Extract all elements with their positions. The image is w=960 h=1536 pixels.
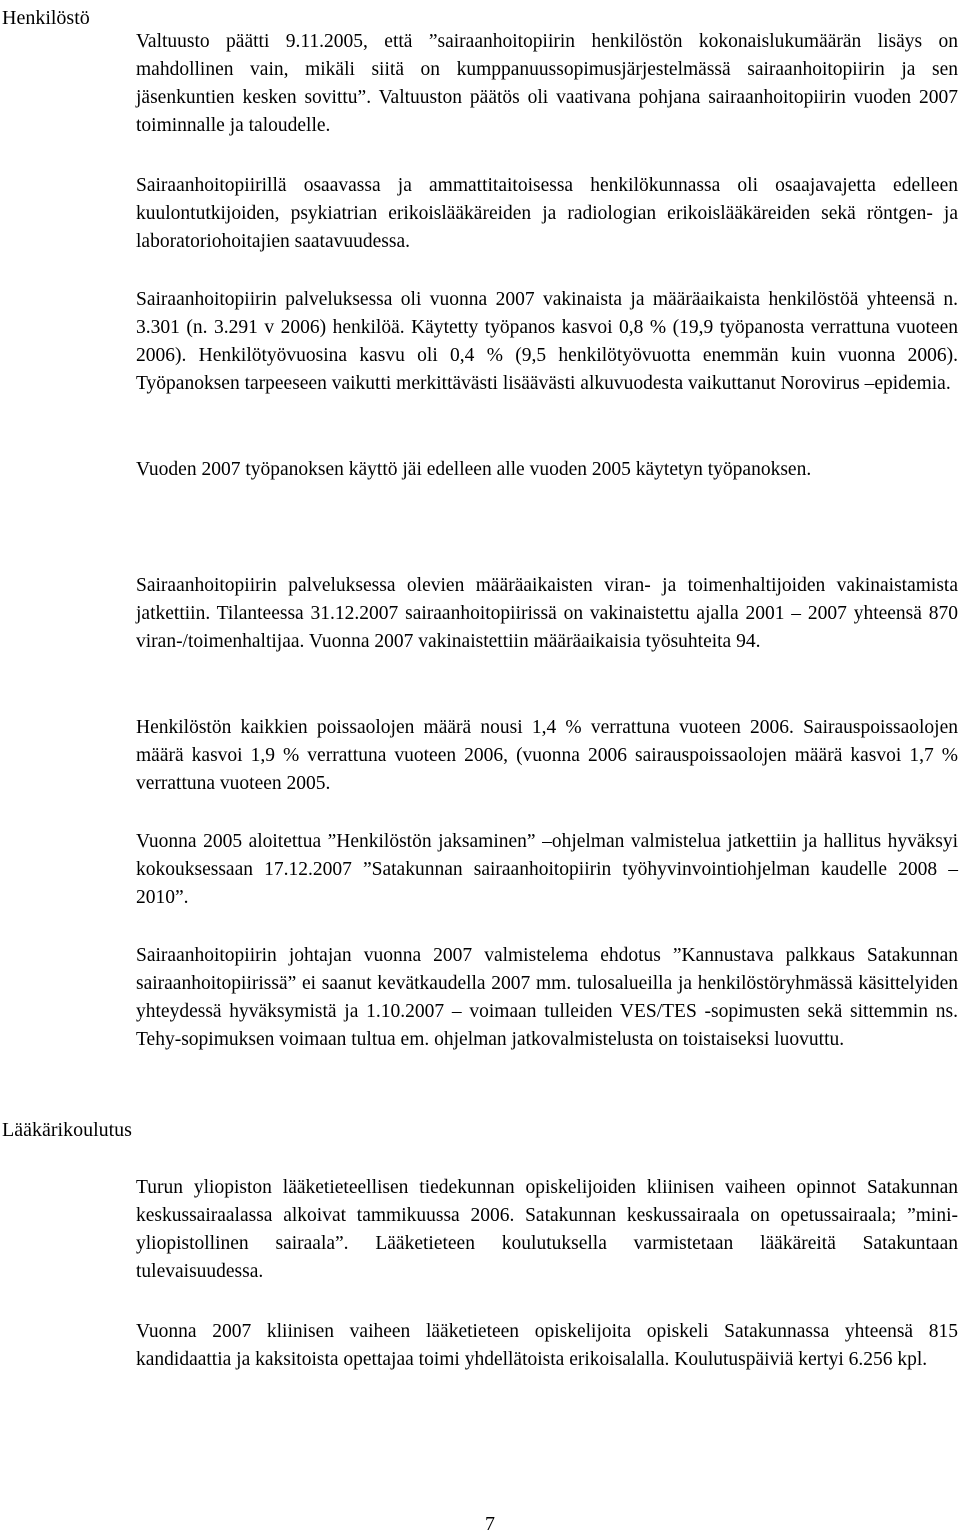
- paragraph-kliiniset-opinnot: Turun yliopiston lääketieteellisen tiedekunnan opiskelijoiden kliinisen vaiheen opinnot Satakunnan keskussairaalassa alkoivat tammikuussa 2006. Satakunnan keskussairaala on opetussairaala; ”mini-yliopistollinen sairaala”. Lääketieteen koulutuksella varmistetaan lääkäreitä Satakuntaan tulevaisuudessa.: [136, 1177, 958, 1282]
- paragraph-opiskelijat: Vuonna 2007 kliinisen vaiheen lääketieteen opiskelijoita opiskeli Satakunnassa yhteensä 815 kandidaattia ja kaksitoista opettajaa toimi yhdellätoista erikoisalalla. Koulutuspäiviä kertyi 6.256 kpl.: [136, 1321, 958, 1370]
- paragraph-henkilostomaara: Sairaanhoitopiirin palveluksessa oli vuonna 2007 vakinaista ja määräaikaista henkilöstöä yhteensä n. 3.301 (n. 3.291 v 2006) henkilöä. Käytetty työpanos kasvoi 0,8 % (19,9 työpanosta verrattuna vuoteen 2006). Henkilötyövuosina kasvu oli 0,4 % (9,5 henkilötyövuotta enemmän kuin vuonna 2006). Työpanoksen tarpeeseen vaikutti merkittävästi lisäävästi alkuvuodesta vaikuttanut Norovirus –epidemia.: [136, 289, 958, 394]
- paragraph-osaajavajetta: Sairaanhoitopiirillä osaavassa ja ammattitaitoisessa henkilökunnassa oli osaajavajetta edelleen kuulontutkijoiden, psykiatrian erikoislääkäreiden ja radiologian erikoislääkäreiden sekä röntgen- ja laboratoriohoitajien saatavuudessa.: [136, 175, 958, 252]
- paragraph-palkkaus: Sairaanhoitopiirin johtajan vuonna 2007 valmistelema ehdotus ”Kannustava palkkaus Satakunnan sairaanhoitopiirissä” ei saanut kevätkaudella 2007 mm. tulosalueilla ja henkilöstöryhmässä käsittelyiden yhteydessä hyväksymistä ja 1.10.2007 – voimaan tulleiden VES/TES -sopimusten sekä sittemmin ns. Tehy-sopimuksen voimaan tultua em. ohjelman jatkovalmistelusta on toistaiseksi luovuttu.: [136, 945, 958, 1050]
- paragraph-jaksaminen: Vuonna 2005 aloitettua ”Henkilöstön jaksaminen” –ohjelman valmistelua jatkettiin ja hallitus hyväksyi kokouksessaan 17.12.2007 ”Satakunnan sairaanhoitopiirin työhyvinvointiohjelman kaudelle 2008 – 2010”.: [136, 831, 958, 908]
- paragraph-poissaolot: Henkilöstön kaikkien poissaolojen määrä nousi 1,4 % verrattuna vuoteen 2006. Sairauspoissaolojen määrä kasvoi 1,9 % verrattuna vuoteen 2006, (vuonna 2006 sairauspoissaolojen määrä kasvoi 1,7 % verrattuna vuoteen 2005.: [136, 717, 958, 794]
- side-heading-laakarikoulutus: Lääkärikoulutus: [2, 1119, 132, 1141]
- page-number: 7: [485, 1513, 495, 1535]
- paragraph-valtuusto: Valtuusto päätti 9.11.2005, että ”sairaanhoitopiirin henkilöstön kokonaislukumäärän lisäys on mahdollinen vain, mikäli siitä on kumppanuussopimusjärjestelmässä sairaanhoitopiirin ja sen jäsenkuntien kesken sovittu”. Valtuuston päätös oli vaativana pohjana sairaanhoitopiirin vuoden 2007 toiminnalle ja taloudelle.: [136, 31, 958, 136]
- side-heading-henkilosto: Henkilöstö: [2, 7, 90, 29]
- paragraph-vakinaistaminen: Sairaanhoitopiirin palveluksessa olevien määräaikaisten viran- ja toimenhaltijoiden vakinaistamista jatkettiin. Tilanteessa 31.12.2007 sairaanhoitopiirissä on vakinaistettu ajalla 2001 – 2007 yhteensä 870 viran-/toimenhaltijaa. Vuonna 2007 vakinaistettiin määräaikaisia työsuhteita 94.: [136, 575, 958, 652]
- paragraph-tyopanos: Vuoden 2007 työpanoksen käyttö jäi edelleen alle vuoden 2005 käytetyn työpanoksen.: [136, 459, 812, 480]
